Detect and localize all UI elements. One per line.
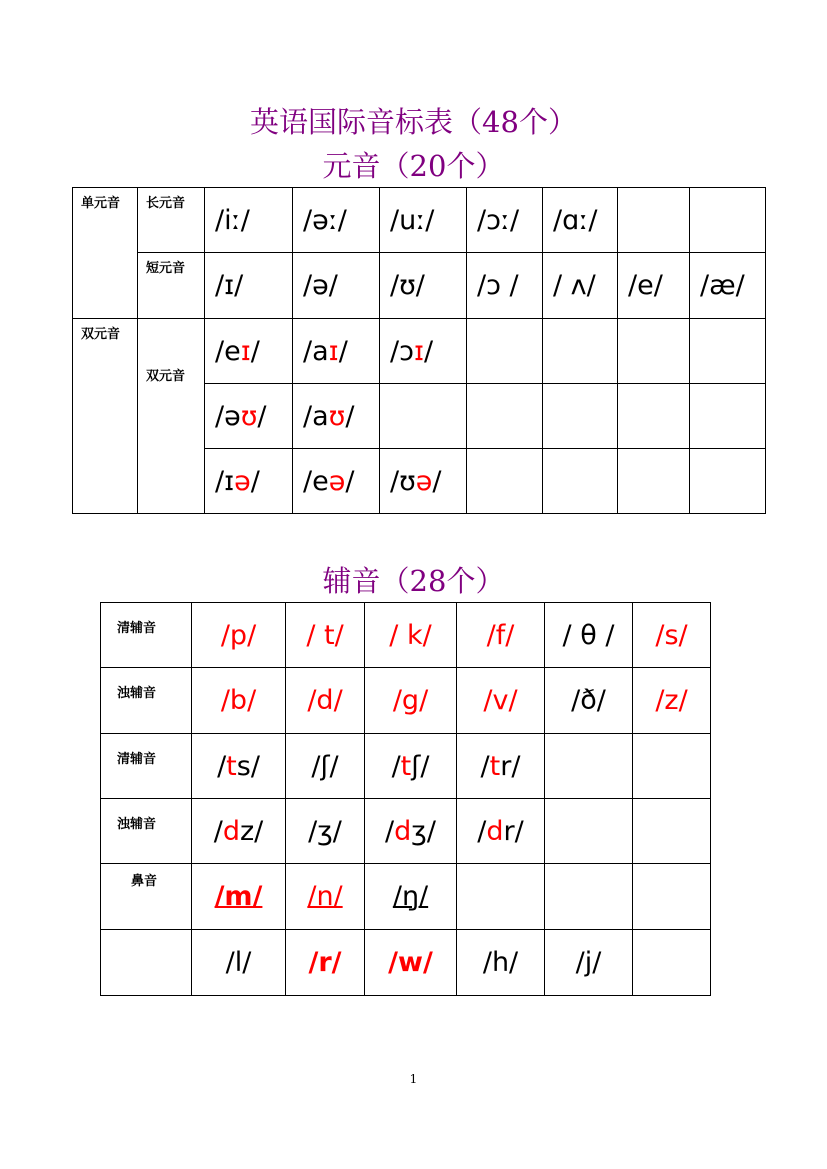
consonant-cell: /j/ — [545, 930, 633, 996]
short-vowel-cell: /ɪ/ — [205, 253, 293, 319]
consonant-cell: /tʃ/ — [365, 734, 457, 799]
empty-cell — [380, 384, 467, 449]
consonant-cell — [633, 799, 711, 864]
long-vowel-cell: /əː/ — [293, 188, 380, 253]
consonant-cell: /p/ — [192, 603, 286, 668]
diphthong-cell: /ɪə/ — [205, 449, 293, 514]
long-vowel-cell: /ɑː/ — [543, 188, 618, 253]
consonant-cell — [545, 734, 633, 799]
short-vowel-cell: /ɔ / — [467, 253, 543, 319]
diphthong-cell: /aʊ/ — [293, 384, 380, 449]
consonant-row — [101, 930, 711, 996]
consonant-cell: /v/ — [457, 668, 545, 734]
empty-cell — [618, 319, 690, 384]
empty-cell — [690, 188, 766, 253]
consonant-row — [101, 734, 711, 799]
short-vowel-cell: /æ/ — [690, 253, 766, 319]
consonant-cell — [545, 799, 633, 864]
empty-cell — [618, 384, 690, 449]
consonant-cell — [457, 864, 545, 930]
consonant-cell: /d/ — [286, 668, 365, 734]
short-vowel-cell: /e/ — [618, 253, 690, 319]
page-number: 1 — [409, 1072, 418, 1086]
empty-cell — [543, 449, 618, 514]
consonant-cell: /ð/ — [545, 668, 633, 734]
consonant-category-label: 浊辅音 — [101, 668, 192, 734]
empty-cell — [467, 384, 543, 449]
consonant-cell: /z/ — [633, 668, 711, 734]
consonant-cell: / t/ — [286, 603, 365, 668]
short-vowel-label: 短元音 — [138, 253, 205, 319]
empty-cell — [690, 449, 766, 514]
diphthong-cell: /ʊə/ — [380, 449, 467, 514]
short-vowel-cell: /ʊ/ — [380, 253, 467, 319]
diphthong-sublabel: 双元音 — [138, 319, 205, 514]
consonant-cell: /h/ — [457, 930, 545, 996]
consonant-cell — [633, 734, 711, 799]
consonant-row — [101, 799, 711, 864]
consonant-cell: /w/ — [365, 930, 457, 996]
consonant-cell: /ŋ/ — [365, 864, 457, 930]
long-vowel-cell: /ɔː/ — [467, 188, 543, 253]
diphthong-cell: /əʊ/ — [205, 384, 293, 449]
empty-cell — [618, 188, 690, 253]
consonants-heading: 辅音（28个） — [322, 564, 505, 598]
consonant-cell: /dz/ — [192, 799, 286, 864]
consonant-cell — [545, 864, 633, 930]
short-vowel-cell: / ʌ/ — [543, 253, 618, 319]
vowels-table — [72, 187, 766, 514]
empty-cell — [467, 449, 543, 514]
consonant-cell: /dr/ — [457, 799, 545, 864]
consonant-cell: /dʒ/ — [365, 799, 457, 864]
long-vowel-label: 长元音 — [138, 188, 205, 253]
consonant-category-label: 清辅音 — [101, 603, 192, 668]
consonant-cell: /g/ — [365, 668, 457, 734]
consonant-cell: /r/ — [286, 930, 365, 996]
consonant-category-label: 清辅音 — [101, 734, 192, 799]
empty-cell — [467, 319, 543, 384]
diphthong-cell: /eɪ/ — [205, 319, 293, 384]
diphthong-cell: /ɔɪ/ — [380, 319, 467, 384]
long-vowel-cell: /uː/ — [380, 188, 467, 253]
empty-cell — [690, 319, 766, 384]
consonant-category-label: 浊辅音 — [101, 799, 192, 864]
consonant-cell: /n/ — [286, 864, 365, 930]
consonant-cell: /m/ — [192, 864, 286, 930]
consonant-cell: /s/ — [633, 603, 711, 668]
consonant-category-label: 鼻音 — [101, 864, 192, 930]
consonant-cell: /l/ — [192, 930, 286, 996]
consonant-category-label — [101, 930, 192, 996]
vowels-heading: 元音（20个） — [322, 149, 505, 183]
consonant-cell — [633, 930, 711, 996]
monophthong-label: 单元音 — [73, 188, 138, 319]
consonant-cell: /ts/ — [192, 734, 286, 799]
consonant-cell — [633, 864, 711, 930]
consonants-table — [100, 602, 711, 996]
empty-cell — [543, 319, 618, 384]
diphthong-cell: /aɪ/ — [293, 319, 380, 384]
consonant-row — [101, 668, 711, 734]
page-title: 英语国际音标表（48个） — [250, 105, 577, 139]
diphthong-label: 双元音 — [73, 319, 138, 514]
empty-cell — [618, 449, 690, 514]
diphthong-cell: /eə/ — [293, 449, 380, 514]
consonant-cell: /ʃ/ — [286, 734, 365, 799]
short-vowel-cell: /ə/ — [293, 253, 380, 319]
consonant-row — [101, 864, 711, 930]
consonant-row — [101, 603, 711, 668]
consonant-cell: /b/ — [192, 668, 286, 734]
consonant-cell: /f/ — [457, 603, 545, 668]
consonant-cell: / θ / — [545, 603, 633, 668]
consonant-cell: /tr/ — [457, 734, 545, 799]
long-vowel-cell: /iː/ — [205, 188, 293, 253]
consonant-cell: /ʒ/ — [286, 799, 365, 864]
empty-cell — [690, 384, 766, 449]
empty-cell — [543, 384, 618, 449]
consonant-cell: / k/ — [365, 603, 457, 668]
